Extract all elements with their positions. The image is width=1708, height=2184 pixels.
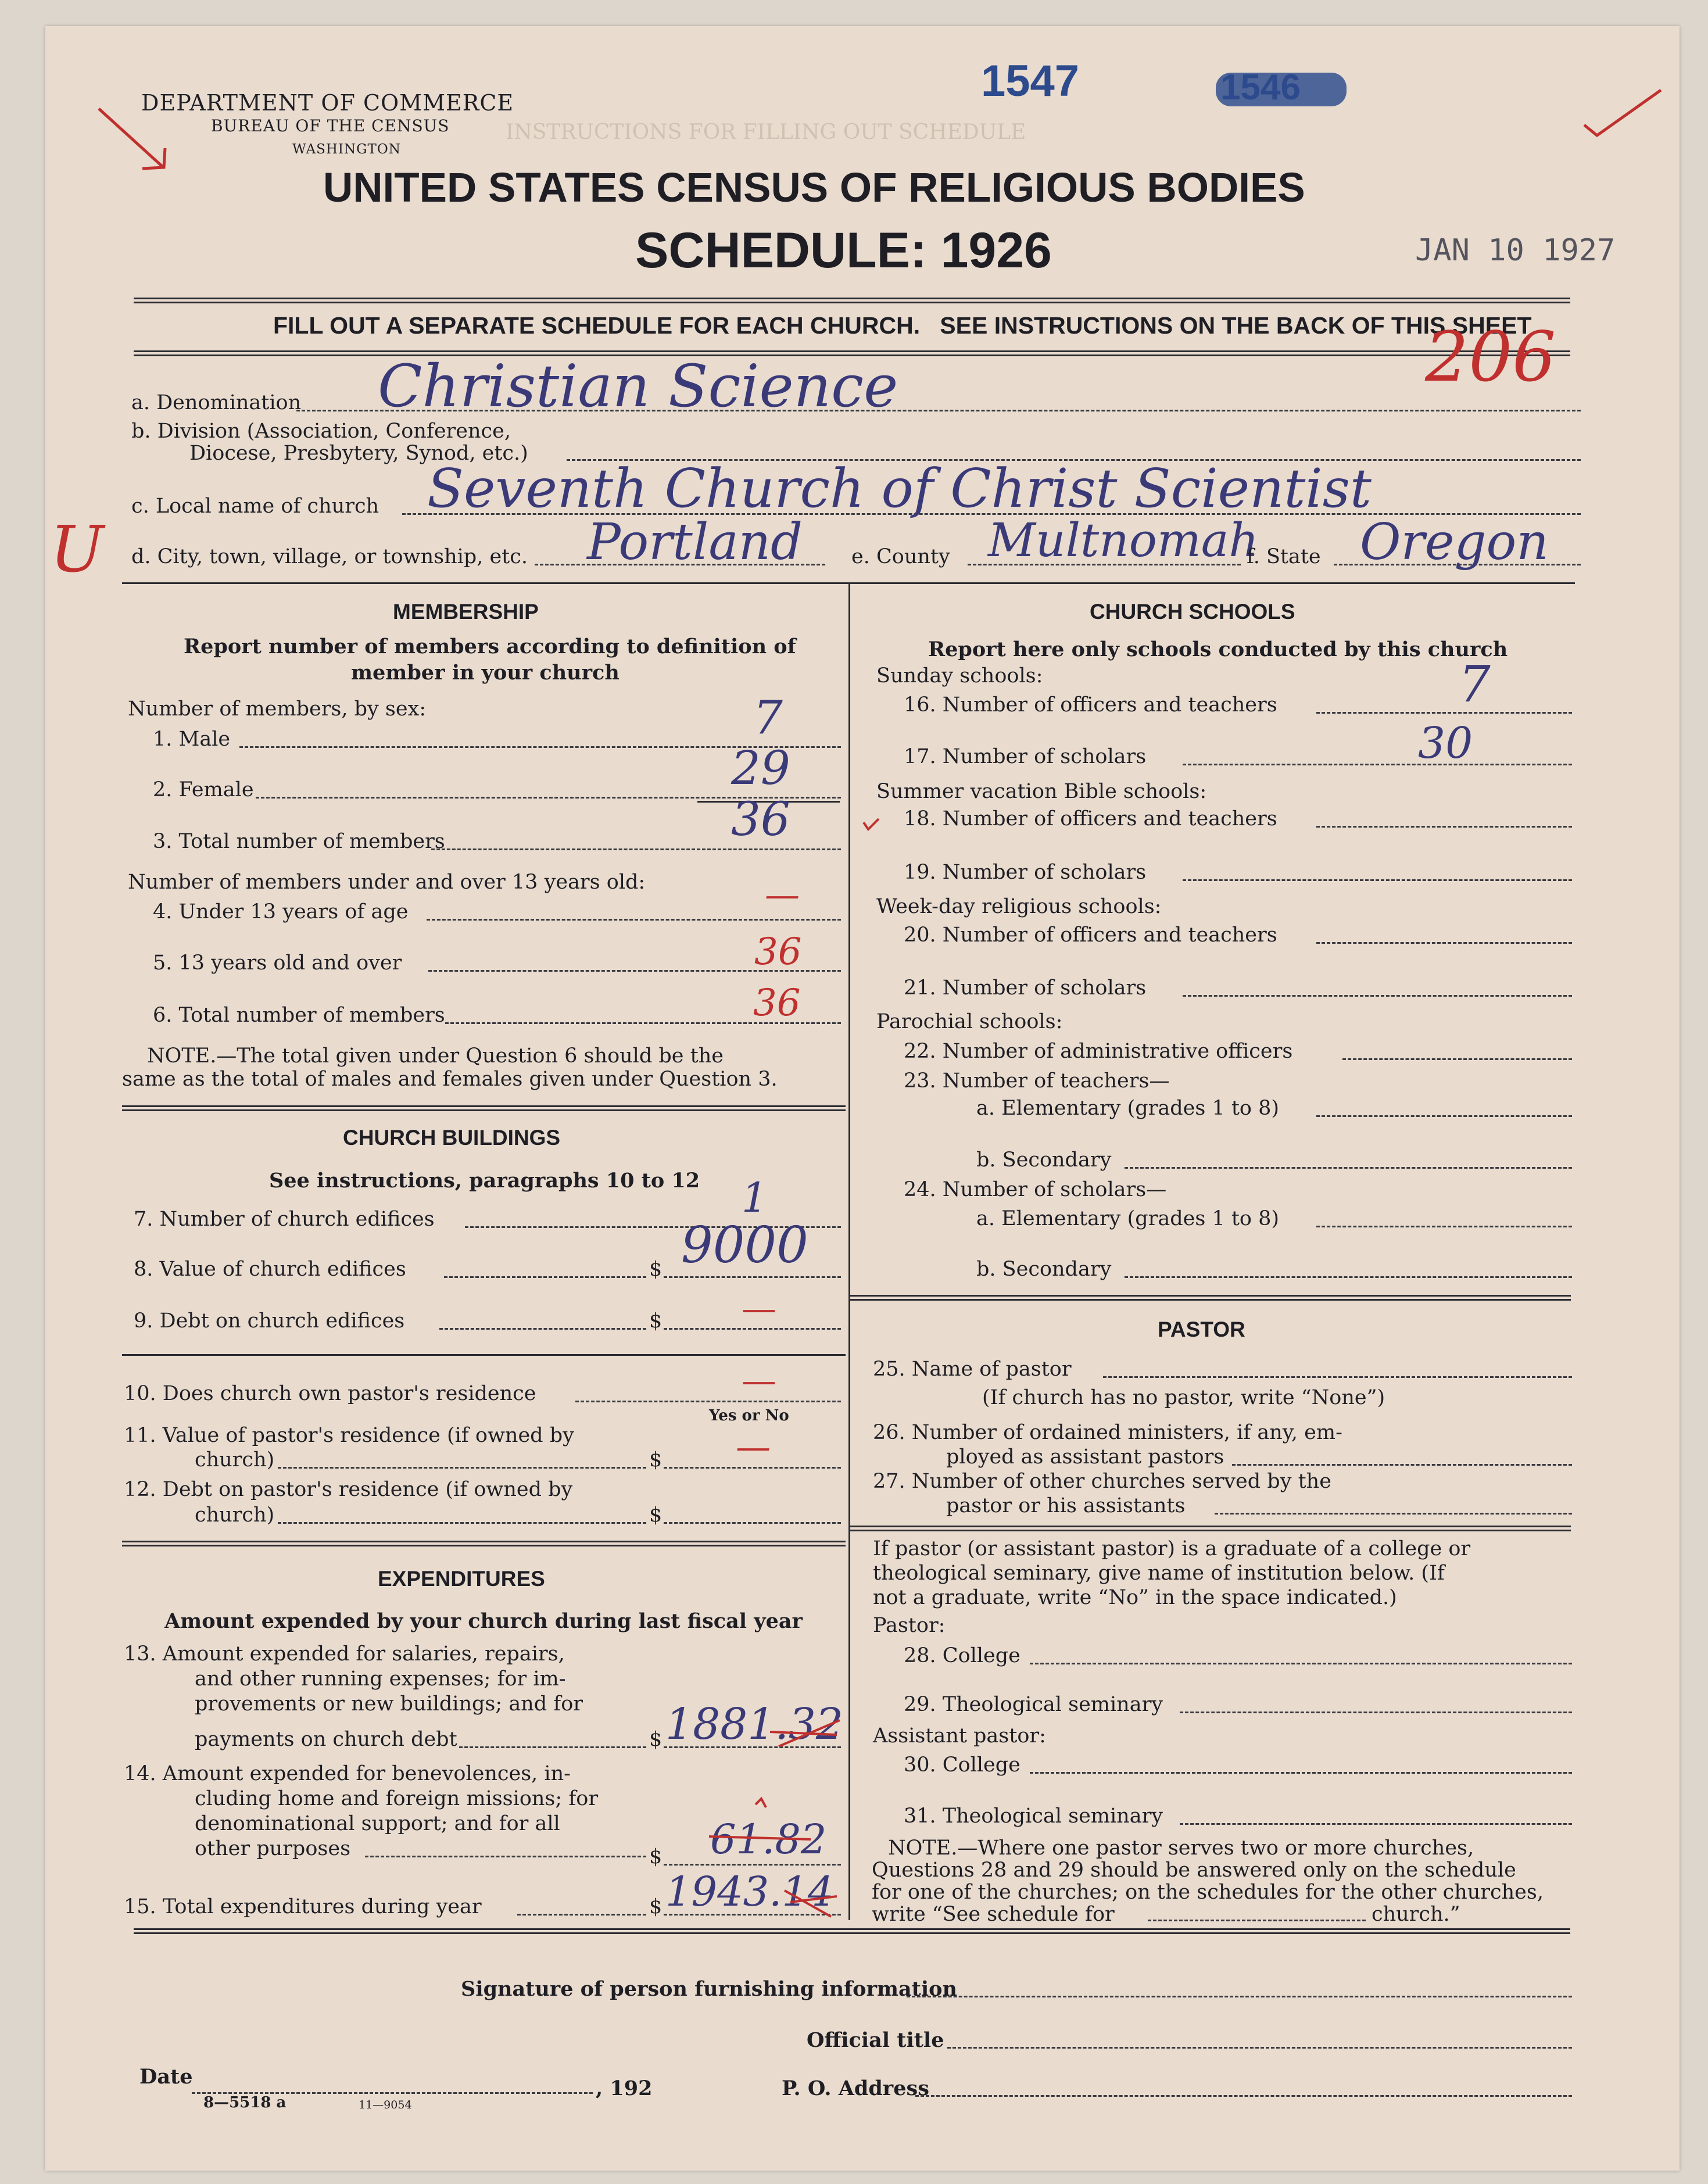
membership-note-1: NOTE.—The total given under Question 6 should be the xyxy=(147,1044,724,1068)
q11-dollar: $ xyxy=(649,1448,663,1471)
q15-amount[interactable]: 1943.14 xyxy=(665,1868,834,1916)
red-arrow-mark xyxy=(93,102,180,183)
q27-line[interactable] xyxy=(1215,1513,1572,1515)
q12-dollar: $ xyxy=(649,1503,663,1527)
q13-label-4: payments on church debt xyxy=(195,1728,457,1751)
q30-line[interactable] xyxy=(1030,1772,1572,1774)
q18-line[interactable] xyxy=(1316,826,1572,828)
q24-label: 24. Number of scholars— xyxy=(904,1178,1167,1201)
sunday-schools-label: Sunday schools: xyxy=(876,664,1043,688)
q26-label-2: ployed as assistant pastors xyxy=(946,1445,1224,1469)
county-value[interactable]: Multnomah xyxy=(988,513,1259,567)
q16-value[interactable]: 7 xyxy=(1459,656,1491,714)
graduate-instructions-2: theological seminary, give name of institution below. (If xyxy=(873,1562,1445,1585)
po-address-line[interactable] xyxy=(915,2095,1572,2097)
q24b-line[interactable] xyxy=(1125,1276,1572,1278)
q9-debt-value[interactable]: — xyxy=(742,1288,776,1329)
graduate-instructions-3: not a graduate, write “No” in the space indicated.) xyxy=(873,1586,1397,1609)
q14-label-4: other purposes xyxy=(195,1837,351,1860)
q9-dollar: $ xyxy=(649,1309,663,1333)
q3-total-value[interactable]: 36 xyxy=(731,792,790,846)
form-number: 8—5518 a xyxy=(203,2094,287,2111)
see-schedule-line[interactable] xyxy=(1148,1920,1366,1921)
bureau-name: BUREAU OF THE CENSUS xyxy=(211,116,450,135)
q14-dollar: $ xyxy=(649,1845,663,1868)
bureau-city: WASHINGTON xyxy=(292,142,401,157)
expenditures-subtitle: Amount expended by your church during last fiscal year xyxy=(164,1609,803,1633)
red-tick-q18 xyxy=(861,817,881,833)
pastor-note-2: Questions 28 and 29 should be answered only on the schedule xyxy=(872,1859,1516,1882)
q1-male-value[interactable]: 7 xyxy=(753,690,783,744)
signature-label: Signature of person furnishing information xyxy=(461,1977,957,2001)
pastor-rule xyxy=(850,1526,1571,1531)
instruction-bar-top-rule xyxy=(134,298,1570,303)
q19-label: 19. Number of scholars xyxy=(904,861,1147,884)
q21-line[interactable] xyxy=(1183,995,1572,997)
q4-under13-value[interactable]: — xyxy=(765,875,800,915)
q3-total-label: 3. Total number of members xyxy=(153,830,445,853)
stamp-scribble xyxy=(1216,73,1347,106)
parochial-schools-label: Parochial schools: xyxy=(876,1010,1063,1033)
denomination-label: a. Denomination xyxy=(131,391,302,414)
schools-end-rule xyxy=(850,1295,1571,1301)
date-label: Date xyxy=(139,2065,193,2089)
yes-no-hint: Yes or No xyxy=(709,1407,789,1424)
department-name: DEPARTMENT OF COMMERCE xyxy=(141,90,514,116)
buildings-inner-rule xyxy=(122,1354,846,1356)
membership-note-2: same as the total of males and females given under Question 3. xyxy=(122,1068,778,1091)
q17-value[interactable]: 30 xyxy=(1418,718,1473,768)
q28-label: 28. College xyxy=(904,1644,1020,1667)
membership-subtitle-2: member in your church xyxy=(351,661,620,685)
division-label-1: b. Division (Association, Conference, xyxy=(131,420,511,443)
members-by-sex-label: Number of members, by sex: xyxy=(128,697,427,721)
q23b-label: b. Secondary xyxy=(976,1148,1112,1172)
q11-label-1: 11. Value of pastor's residence (if owned by xyxy=(124,1424,574,1447)
q29-line[interactable] xyxy=(1180,1712,1572,1713)
q29-label: 29. Theological seminary xyxy=(904,1693,1163,1716)
weekday-schools-label: Week-day religious schools: xyxy=(876,895,1162,918)
city-value[interactable]: Portland xyxy=(587,513,803,571)
q14-line xyxy=(365,1856,646,1857)
q7-edifices-value[interactable]: 1 xyxy=(742,1174,768,1222)
q19-line[interactable] xyxy=(1183,879,1572,881)
q14-label-1: 14. Amount expended for benevolences, in- xyxy=(124,1762,571,1785)
q3-line xyxy=(431,848,841,850)
q11-line xyxy=(278,1467,646,1469)
q12-label-2: church) xyxy=(195,1503,275,1527)
division-label-2: Diocese, Presbytery, Synod, etc.) xyxy=(189,442,528,465)
state-label: f. State xyxy=(1247,545,1321,568)
q5-over13-value[interactable]: 36 xyxy=(754,930,802,973)
q22-label: 22. Number of administrative officers xyxy=(904,1040,1293,1063)
q20-line[interactable] xyxy=(1316,942,1572,944)
print-number: 11—9054 xyxy=(359,2099,412,2111)
pastor-note-4a: write “See schedule for xyxy=(872,1903,1115,1926)
q13-label-1: 13. Amount expended for salaries, repairs, xyxy=(124,1642,565,1666)
red-check-mark xyxy=(1580,84,1667,142)
schools-heading: CHURCH SCHOOLS xyxy=(1090,600,1295,624)
serial-stamp: 1547 xyxy=(981,56,1080,106)
q13-line xyxy=(459,1746,646,1748)
q25-line[interactable] xyxy=(1103,1376,1572,1378)
city-label: d. City, town, village, or township, etc. xyxy=(131,545,528,568)
q13-red-strike xyxy=(767,1712,843,1752)
q14-label-3: denominational support; and for all xyxy=(195,1812,560,1835)
date-received-stamp: JAN 10 1927 xyxy=(1415,233,1616,268)
membership-heading: MEMBERSHIP xyxy=(393,600,539,624)
pastor-heading: PASTOR xyxy=(1158,1317,1245,1341)
q24a-line[interactable] xyxy=(1316,1226,1572,1227)
buildings-end-rule xyxy=(122,1541,846,1546)
q20-label: 20. Number of officers and teachers xyxy=(904,923,1277,947)
q8-value-label: 8. Value of church edifices xyxy=(134,1258,406,1281)
q21-label: 21. Number of scholars xyxy=(904,976,1147,1000)
buildings-subtitle: See instructions, paragraphs 10 to 12 xyxy=(269,1169,700,1193)
q14-amount[interactable]: 61.82 xyxy=(710,1816,827,1863)
schools-subtitle: Report here only schools conducted by this church xyxy=(928,638,1508,661)
q27-label-1: 27. Number of other churches served by the xyxy=(873,1470,1331,1493)
q8-value-amount[interactable]: 9000 xyxy=(681,1216,808,1274)
q17-line xyxy=(1183,764,1572,765)
q31-label: 31. Theological seminary xyxy=(904,1805,1163,1828)
q25-note: (If church has no pastor, write “None”) xyxy=(982,1386,1385,1409)
q5-over13-label: 5. 13 years old and over xyxy=(153,951,402,975)
q9-line xyxy=(439,1328,646,1330)
official-title-line[interactable] xyxy=(947,2047,1572,2049)
q24b-label: b. Secondary xyxy=(976,1258,1112,1281)
q11-label-2: church) xyxy=(195,1448,275,1471)
signature-line[interactable] xyxy=(907,1996,1572,1997)
buildings-heading: CHURCH BUILDINGS xyxy=(343,1126,561,1150)
q16-line xyxy=(1316,712,1572,714)
graduate-instructions-1: If pastor (or assistant pastor) is a graduate of a college or xyxy=(873,1537,1471,1560)
q6-total-label: 6. Total number of members xyxy=(153,1004,445,1027)
q2-female-label: 2. Female xyxy=(153,778,254,801)
official-title-label: Official title xyxy=(807,2028,944,2052)
q15-line xyxy=(517,1914,646,1916)
q10-line xyxy=(575,1401,841,1402)
q27-label-2: pastor or his assistants xyxy=(946,1494,1186,1517)
date-year-prefix: , 192 xyxy=(596,2076,653,2100)
q22-line[interactable] xyxy=(1342,1058,1572,1060)
pastor-note-3: for one of the churches; on the schedules for the other churches, xyxy=(872,1881,1544,1904)
q13-amount[interactable]: 1881.32 xyxy=(665,1699,844,1749)
q26-line[interactable] xyxy=(1232,1464,1572,1466)
q28-line[interactable] xyxy=(1030,1663,1572,1664)
q23-label: 23. Number of teachers— xyxy=(904,1069,1170,1093)
footer-rule xyxy=(134,1928,1570,1934)
q14-label-2: cluding home and foreign missions; for xyxy=(195,1787,599,1810)
q26-label-1: 26. Number of ordained ministers, if any, em- xyxy=(873,1421,1342,1444)
q15-red-strike xyxy=(779,1876,843,1922)
schedule-year: SCHEDULE: 1926 xyxy=(635,223,1052,278)
q17-label: 17. Number of scholars xyxy=(904,745,1147,768)
instruction-bar: FILL OUT A SEPARATE SCHEDULE FOR EACH CHURCH. SEE INSTRUCTIONS ON THE BACK OF THIS SHEET xyxy=(273,312,1532,339)
denomination-value[interactable]: Christian Science xyxy=(378,352,898,420)
q15-label: 15. Total expenditures during year xyxy=(124,1895,482,1918)
q25-label: 25. Name of pastor xyxy=(873,1358,1072,1381)
membership-subtitle-1: Report number of members according to definition of xyxy=(184,635,796,658)
q30-label: 30. College xyxy=(904,1753,1020,1777)
q13-label-3: provements or new buildings; and for xyxy=(195,1692,583,1716)
q24a-label: a. Elementary (grades 1 to 8) xyxy=(976,1207,1280,1230)
members-by-age-label: Number of members under and over 13 years old: xyxy=(128,871,646,894)
q6-total-value[interactable]: 36 xyxy=(753,982,801,1025)
q11-value[interactable]: — xyxy=(736,1427,771,1467)
pastor-note-4b: church.” xyxy=(1372,1903,1460,1926)
q14-red-strike xyxy=(703,1796,819,1854)
q7-edifices-label: 7. Number of church edifices xyxy=(134,1208,435,1231)
county-label: e. County xyxy=(851,545,950,568)
q31-line[interactable] xyxy=(1180,1823,1572,1825)
pastor-subheading: Pastor: xyxy=(873,1614,946,1637)
q10-residence-value[interactable]: — xyxy=(742,1360,776,1401)
po-address-label: P. O. Address xyxy=(782,2076,929,2100)
church-name-label: c. Local name of church xyxy=(131,495,379,518)
q13-label-2: and other running expenses; for im- xyxy=(195,1667,566,1691)
red-margin-mark: U xyxy=(50,512,104,586)
assistant-pastor-subheading: Assistant pastor: xyxy=(873,1724,1046,1748)
q16-label: 16. Number of officers and teachers xyxy=(904,693,1277,717)
membership-end-rule xyxy=(122,1105,846,1111)
q10-residence-label: 10. Does church own pastor's residence xyxy=(124,1382,536,1405)
q23a-label: a. Elementary (grades 1 to 8) xyxy=(976,1097,1280,1120)
q8-amount-line xyxy=(664,1276,841,1278)
q23b-line[interactable] xyxy=(1125,1167,1572,1169)
q15-dollar: $ xyxy=(649,1895,663,1918)
q23a-line[interactable] xyxy=(1316,1115,1572,1117)
q1-male-label: 1. Male xyxy=(153,728,231,751)
q12-line xyxy=(278,1522,646,1524)
q13-dollar: $ xyxy=(649,1728,663,1751)
form-title: UNITED STATES CENSUS OF RELIGIOUS BODIES xyxy=(323,165,1305,211)
summer-schools-label: Summer vacation Bible schools: xyxy=(876,780,1207,803)
q9-debt-label: 9. Debt on church edifices xyxy=(134,1309,405,1333)
state-value[interactable]: Oregon xyxy=(1360,513,1549,571)
q2-female-value[interactable]: 29 xyxy=(731,741,790,795)
q14-amount-line xyxy=(664,1864,841,1866)
church-name-value[interactable]: Seventh Church of Christ Scientist xyxy=(427,457,1372,520)
expenditures-heading: EXPENDITURES xyxy=(378,1567,545,1591)
q18-label: 18. Number of officers and teachers xyxy=(904,807,1277,830)
q8-line xyxy=(444,1276,646,1278)
q4-under13-label: 4. Under 13 years of age xyxy=(153,900,409,923)
q8-dollar: $ xyxy=(649,1258,663,1281)
pastor-note-1: NOTE.—Where one pastor serves two or more churches, xyxy=(888,1836,1474,1860)
q4-line xyxy=(427,919,841,921)
q12-label-1: 12. Debt on pastor's residence (if owned by xyxy=(124,1478,573,1501)
bleed-through-text: INSTRUCTIONS FOR FILLING OUT SCHEDULE xyxy=(506,120,1026,144)
column-divider xyxy=(848,583,850,1920)
q12-amount-line[interactable] xyxy=(664,1522,841,1524)
red-schedule-number: 206 xyxy=(1425,317,1556,397)
